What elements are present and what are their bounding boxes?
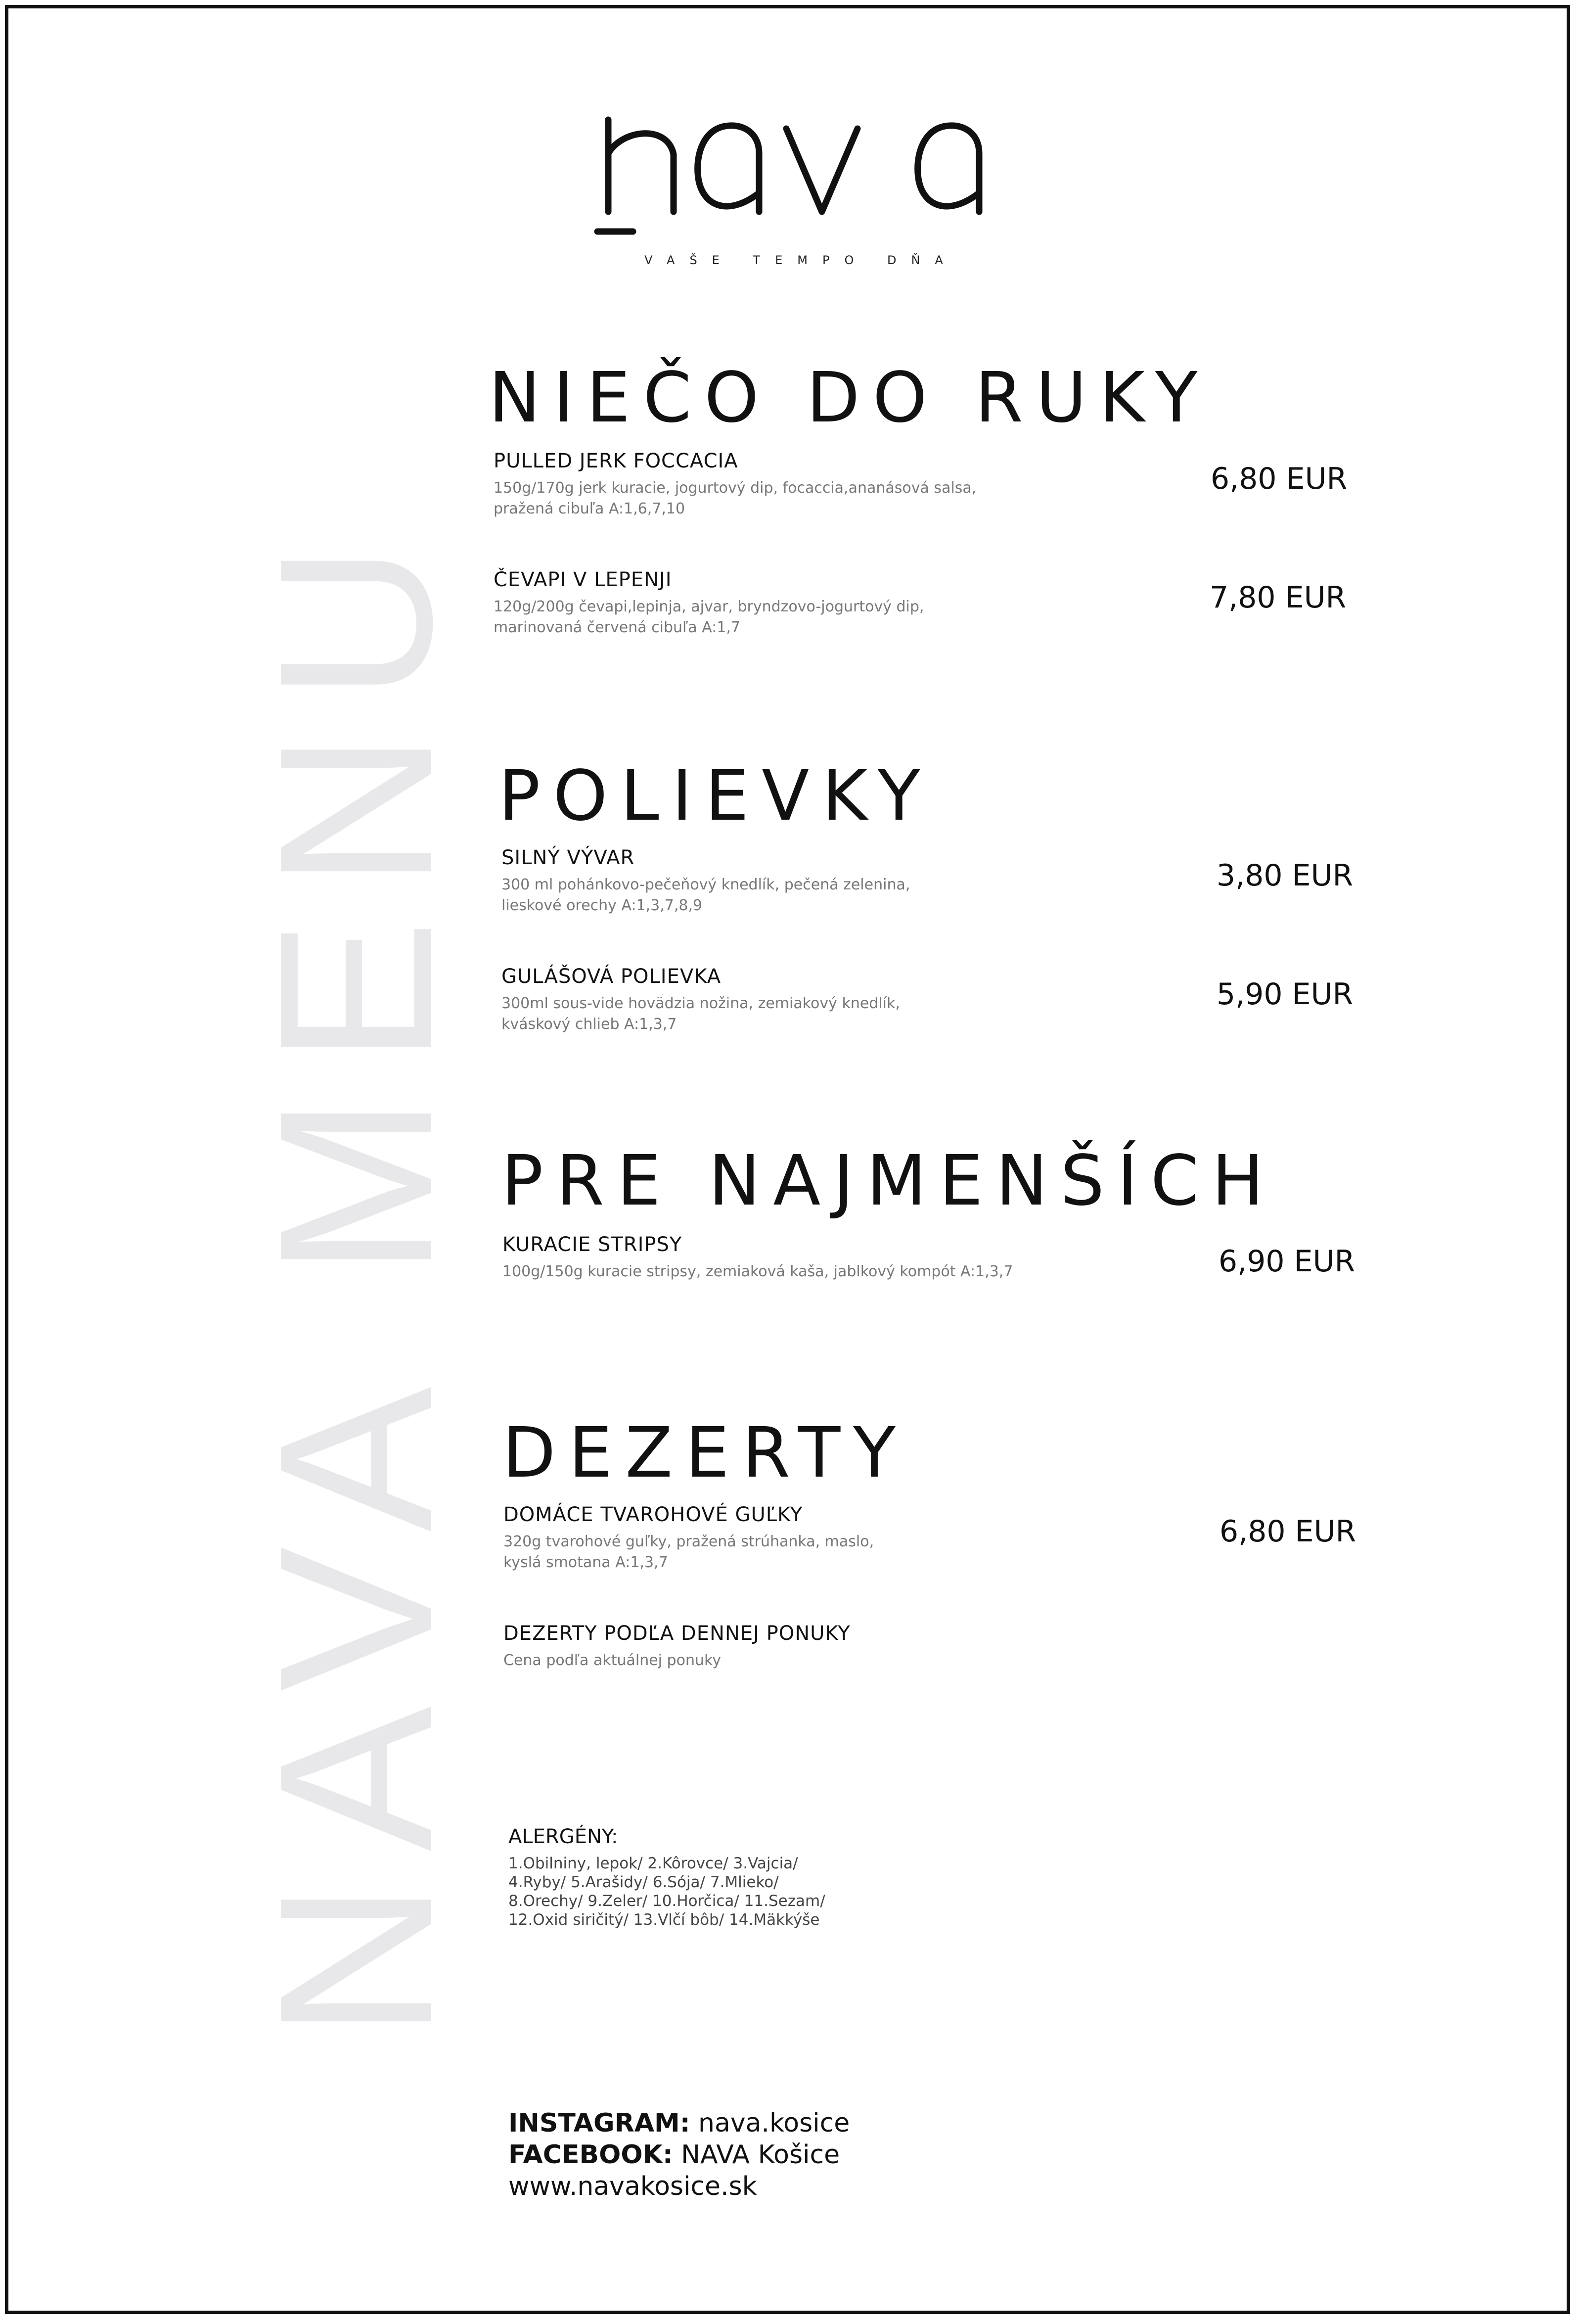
item-description-line: 120g/200g čevapi,lepinja, ajvar, bryndzovo-jogurtový dip, bbox=[494, 598, 924, 615]
item-description bbox=[494, 597, 988, 638]
item-price: 3,80 EUR bbox=[1217, 858, 1354, 893]
item-description-line: 320g tvarohové guľky, pražená strúhanka, maslo, bbox=[503, 1533, 874, 1550]
allergens-line: 4.Ryby/ 5.Arašidy/ 6.Sója/ 7.Mlieko/ bbox=[508, 1873, 779, 1891]
item-description-line: 300 ml pohánkovo-pečeňový knedlík, pečená zelenina, bbox=[501, 876, 910, 893]
item-description-line: Cena podľa aktuálnej ponuky bbox=[503, 1652, 722, 1669]
item-name: SILNÝ VÝVAR bbox=[501, 846, 635, 869]
instagram-handle[interactable]: nava.kosice bbox=[698, 2108, 850, 2138]
item-description-line: marinovaná červená cibuľa A:1,7 bbox=[494, 619, 741, 636]
item-name: DEZERTY PODĽA DENNEJ PONUKY bbox=[503, 1622, 851, 1645]
facebook-line bbox=[508, 2142, 840, 2168]
allergens-title: ALERGÉNY: bbox=[508, 1825, 618, 1848]
item-price: 6,90 EUR bbox=[1219, 1244, 1355, 1279]
item-description-line: 300ml sous-vide hovädzia nožina, zemiakový knedlík, bbox=[501, 995, 900, 1012]
item-description bbox=[501, 993, 996, 1035]
tagline: VAŠE TEMPO DŇA bbox=[644, 253, 958, 267]
section-title-polievky: POLIEVKY bbox=[498, 756, 933, 837]
section-title-nieco-do-ruky: NIEČO DO RUKY bbox=[489, 358, 1211, 438]
item-description bbox=[501, 875, 996, 916]
allergens-line: 8.Orechy/ 9.Zeler/ 10.Horčica/ 11.Sezam/ bbox=[508, 1892, 825, 1910]
nava-logo-mark bbox=[593, 99, 1009, 247]
side-wordmark: NAVA MENU bbox=[234, 513, 477, 2040]
item-price: 6,80 EUR bbox=[1211, 462, 1348, 496]
item-name: PULLED JERK FOCCACIA bbox=[494, 450, 738, 472]
item-price: 7,80 EUR bbox=[1210, 580, 1347, 615]
item-description-line: kyslá smotana A:1,3,7 bbox=[503, 1554, 668, 1571]
item-description-line: lieskové orechy A:1,3,7,8,9 bbox=[501, 897, 703, 914]
item-description bbox=[503, 1532, 998, 1573]
item-description-line: pražená cibuľa A:1,6,7,10 bbox=[494, 500, 685, 517]
item-name: GULÁŠOVÁ POLIEVKA bbox=[501, 965, 722, 988]
item-description-line: 100g/150g kuracie stripsy, zemiaková kaša, jablkový kompót A:1,3,7 bbox=[502, 1263, 1013, 1280]
instagram-label: INSTAGRAM: bbox=[508, 2108, 690, 2138]
item-price: 6,80 EUR bbox=[1219, 1514, 1356, 1549]
item-description bbox=[503, 1650, 998, 1671]
item-name: DOMÁCE TVAROHOVÉ GUĽKY bbox=[503, 1503, 803, 1526]
allergens-line: 12.Oxid siričitý/ 13.Vlčí bôb/ 14.Mäkkýše bbox=[508, 1911, 820, 1929]
allergens-list bbox=[508, 1854, 855, 1929]
item-description bbox=[502, 1261, 1046, 1282]
item-description-line: kváskový chlieb A:1,3,7 bbox=[501, 1016, 677, 1033]
instagram-line bbox=[508, 2110, 850, 2136]
section-title-dezerty: DEZERTY bbox=[502, 1413, 908, 1493]
facebook-label: FACEBOOK: bbox=[508, 2140, 673, 2170]
nava-logo bbox=[593, 99, 1009, 247]
section-title-pre-najmensich: PRE NAJMENŠÍCH bbox=[501, 1141, 1277, 1221]
facebook-page[interactable]: NAVA Košice bbox=[681, 2140, 840, 2170]
item-description-line: 150g/170g jerk kuracie, jogurtový dip, focaccia,ananásová salsa, bbox=[494, 479, 977, 497]
item-name: ČEVAPI V LEPENJI bbox=[494, 568, 672, 591]
allergens-line: 1.Obilniny, lepok/ 2.Kôrovce/ 3.Vajcia/ bbox=[508, 1855, 798, 1872]
item-description bbox=[494, 478, 988, 519]
item-name: KURACIE STRIPSY bbox=[502, 1233, 682, 1256]
item-price: 5,90 EUR bbox=[1217, 977, 1354, 1012]
website-link[interactable]: www.navakosice.sk bbox=[508, 2172, 757, 2201]
